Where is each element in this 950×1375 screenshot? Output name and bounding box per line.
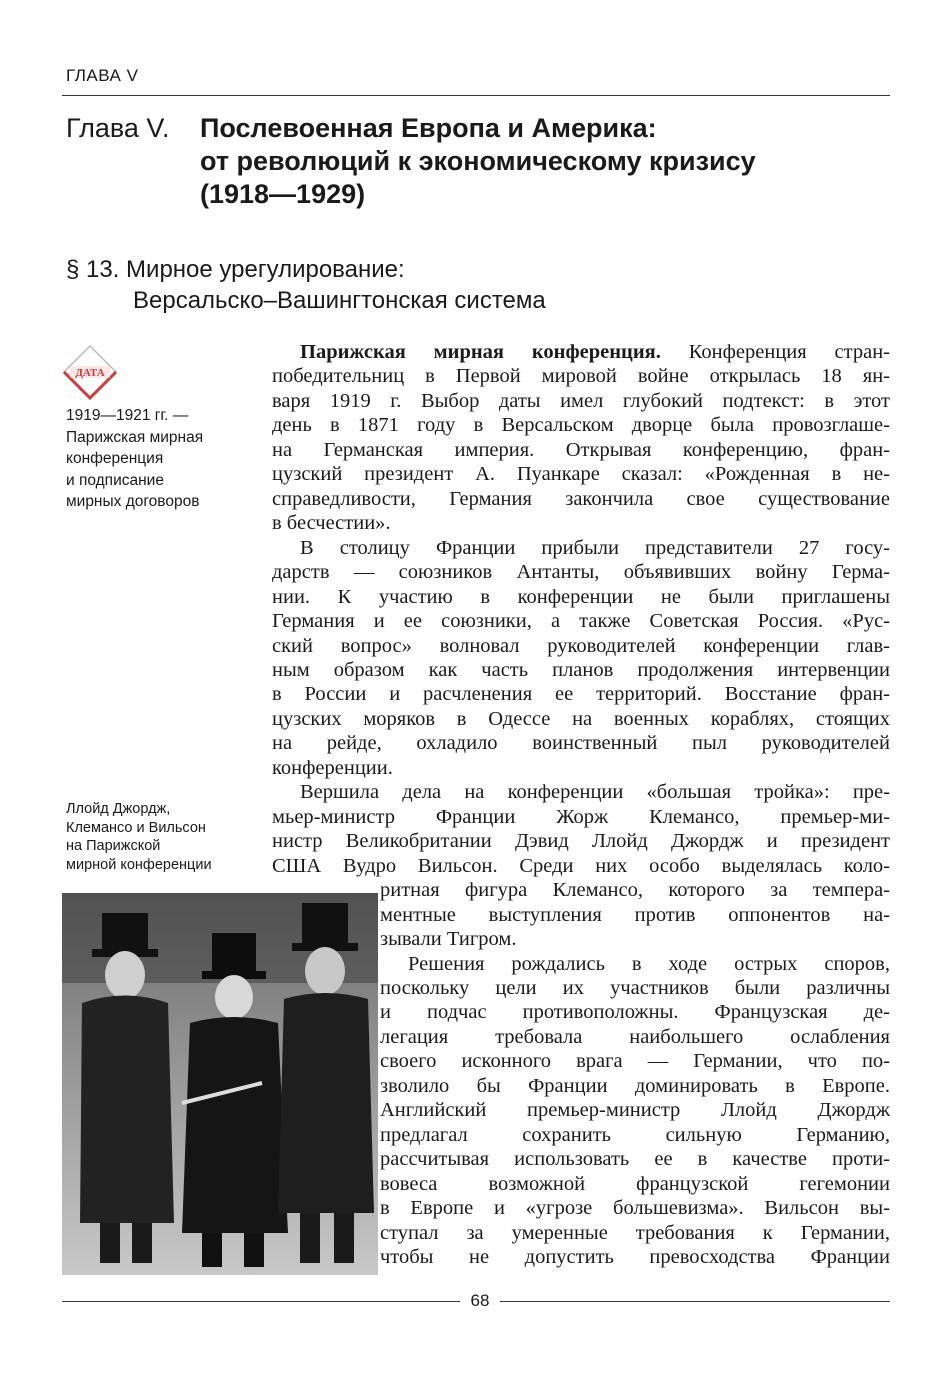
body-line: Германия и ее союзники, а также Советская Россия. «Рус- (272, 610, 890, 633)
running-head: ГЛАВА V (66, 66, 139, 85)
body-line: нии. К участию в конференции не были приглашены (272, 585, 890, 608)
body-line: конференции. (272, 756, 393, 779)
footer-divider (62, 1301, 460, 1302)
date-badge-icon (58, 342, 122, 402)
caption-line: мирной конференции (66, 856, 212, 873)
caption-line: конференция (66, 450, 164, 467)
body-line: зывали Тигром. (380, 928, 517, 951)
body-line: чтобы не допустить превосходства Франции (380, 1246, 890, 1269)
photo-caption (66, 800, 212, 874)
footer-divider (500, 1301, 890, 1302)
body-line: Английский премьер-министр Ллойд Джордж (380, 1099, 890, 1122)
caption-line: Ллойд Джордж, (66, 801, 171, 817)
big-three-photo (62, 893, 378, 1275)
section-title-line: Версальско–Вашингтонская система (133, 287, 546, 314)
body-line: день в 1871 году в Версальском дворце была провозглаше- (272, 414, 890, 437)
body-line: мьер-министр Франции Жорж Клемансо, премьер-ми- (272, 805, 890, 828)
header-divider (62, 95, 890, 96)
body-line: дарств — союзников Антанты, объявивших войну Герма- (272, 561, 890, 584)
chapter-title-line: от революций к экономическому кризису (200, 146, 756, 176)
date-badge-label: ДАТА (75, 367, 105, 379)
body-line-text: Конференция стран- (660, 341, 890, 363)
caption-line: Клемансо и Вильсон (66, 819, 206, 836)
body-line: поскольку цели их участников были различны (380, 976, 890, 999)
body-line: ментные выступления против оппонентов на- (380, 903, 890, 926)
chapter-title (200, 112, 756, 211)
chapter-title-line: (1918—1929) (200, 179, 366, 209)
body-line: ритная фигура Клемансо, которого за темпера- (380, 879, 890, 902)
body-line: Решения рождались в ходе острых споров, (408, 952, 890, 975)
date-caption (66, 405, 203, 513)
caption-line: мирных договоров (66, 493, 200, 510)
body-line: своего исконного врага — Германии, что по- (380, 1050, 890, 1073)
body-line: предлагал сохранить сильную Германию, (380, 1123, 890, 1146)
body-line (300, 340, 890, 364)
body-line: легация требовала наибольшего ослабления (380, 1025, 890, 1048)
body-line: справедливости, Германия закончила свое существование (272, 487, 890, 510)
body-line: рассчитывая использовать ее в качестве проти- (380, 1148, 890, 1171)
caption-line: 1919—1921 гг. — (66, 407, 189, 424)
body-line: победительниц в Первой мировой войне открылась 18 ян- (272, 365, 890, 388)
body-line: ным образом как часть планов продолжения интервенции (272, 658, 890, 681)
chapter-title-line: Послевоенная Европа и Америка: (200, 113, 657, 143)
body-line: на рейде, охладило воинственный пыл руководителей (272, 732, 890, 755)
body-line: США Вудро Вильсон. Среди них особо выделялась коло- (272, 854, 890, 877)
body-line: нистр Великобритании Дэвид Ллойд Джордж и президент (272, 830, 890, 853)
body-line: в России и расчленения ее территорий. Восстание фран- (272, 683, 890, 706)
section-title-line: § 13. Мирное урегулирование: (66, 256, 405, 283)
body-line: Вершила дела на конференции «большая тройка»: пре- (300, 781, 890, 804)
body-line: цузский президент А. Пуанкаре сказал: «Рожденная в не- (272, 463, 890, 486)
body-line: вовеса возможной французской гегемонии (380, 1172, 890, 1195)
body-line: В столицу Франции прибыли представители 27 госу- (300, 536, 890, 559)
body-line: на Германская империя. Открывая конференцию, фран- (272, 438, 890, 461)
caption-line: на Парижской (66, 838, 161, 854)
section-title (66, 254, 546, 316)
caption-line: Парижская мирная (66, 428, 204, 446)
paragraph-lead: Парижская мирная конференция. (300, 341, 661, 363)
page-number: 68 (470, 1291, 490, 1310)
body-line: и подчас противоположны. Французская де- (380, 1001, 890, 1024)
body-line: варя 1919 г. Выбор даты имел глубокий подтекст: в этот (272, 389, 890, 412)
body-line: ступал за умеренные требования к Германии, (380, 1221, 890, 1244)
body-line: в бесчестии». (272, 512, 391, 535)
caption-line: и подписание (66, 471, 164, 489)
chapter-label: Глава V. (66, 113, 170, 143)
body-line: цузских моряков в Одессе на военных кораблях, стоящих (272, 707, 890, 730)
body-line: зволило бы Франции доминировать в Европе. (380, 1074, 890, 1097)
body-line: ский вопрос» волновал руководителей конференции глав- (272, 634, 890, 657)
body-line: в Европе и «угрозе большевизма». Вильсон вы- (380, 1197, 890, 1220)
